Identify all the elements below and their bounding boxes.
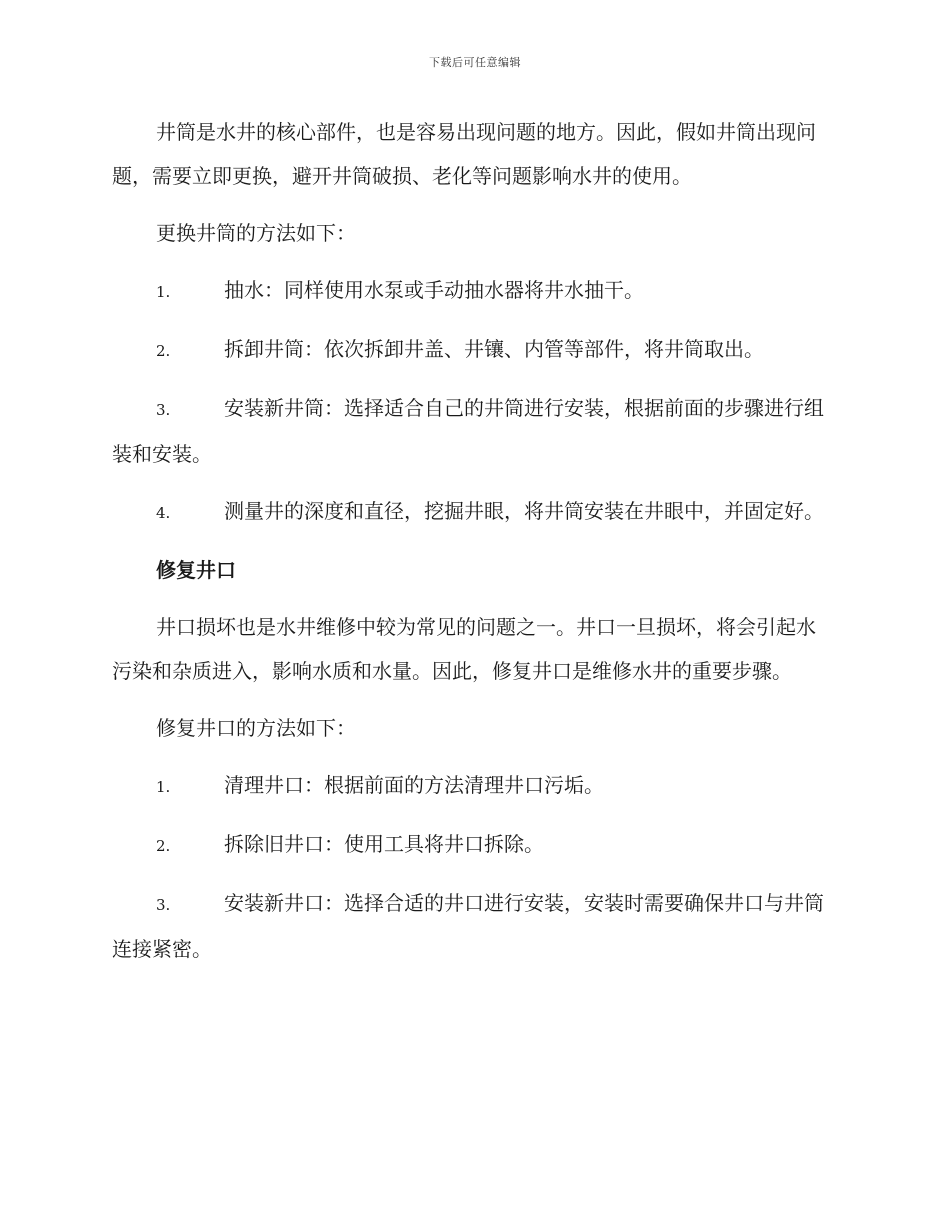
section2-heading: 修复井口: [156, 558, 236, 582]
list-item-text: 清理井口：根据前面的方法清理井口污垢。: [224, 773, 604, 797]
list-item-text: 抽水：同样使用水泵或手动抽水器将井水抽干。: [224, 278, 644, 302]
list-item: [112, 822, 834, 868]
list-item-number: 3.: [156, 896, 171, 914]
section1-intro: 更换井筒的方法如下：: [156, 221, 356, 245]
list-item: [112, 489, 834, 535]
list-item-text: 拆除旧井口：使用工具将井口拆除。: [224, 832, 544, 856]
list-item-number: 4.: [156, 504, 171, 522]
list-item-text: 测量井的深度和直径，挖掘井眼，将井筒安装在井眼中，并固定好。: [224, 499, 824, 523]
list-item: [112, 386, 834, 476]
section1-paragraph: 井筒是水井的核心部件，也是容易出现问题的地方。因此，假如井筒出现问题，需要立即更换，避开井筒破损、老化等问题影响水井的使用。: [112, 120, 816, 188]
list-item: [112, 268, 834, 314]
list-item: [112, 763, 834, 809]
list-item-number: 2.: [156, 342, 171, 360]
list-item: [112, 881, 834, 971]
page-header: 下载后可任意编辑: [429, 56, 521, 69]
list-item-number: 1.: [156, 778, 171, 796]
list-item-number: 2.: [156, 837, 171, 855]
list-item-text: 安装新井筒：选择适合自己的井筒进行安装，根据前面的步骤进行组装和安装。: [112, 396, 824, 466]
section2-intro: 修复井口的方法如下：: [156, 716, 356, 740]
list-item-number: 3.: [156, 401, 171, 419]
list-item: [112, 327, 834, 373]
document-body: [112, 110, 834, 984]
list-item-text: 安装新井口：选择合适的井口进行安装，安装时需要确保井口与井筒连接紧密。: [112, 891, 824, 961]
section2-paragraph: 井口损坏也是水井维修中较为常见的问题之一。井口一旦损坏，将会引起水污染和杂质进入，影响水质和水量。因此，修复井口是维修水井的重要步骤。: [112, 615, 816, 683]
list-item-text: 拆卸井筒：依次拆卸井盖、井镶、内管等部件，将井筒取出。: [224, 337, 764, 361]
list-item-number: 1.: [156, 283, 171, 301]
